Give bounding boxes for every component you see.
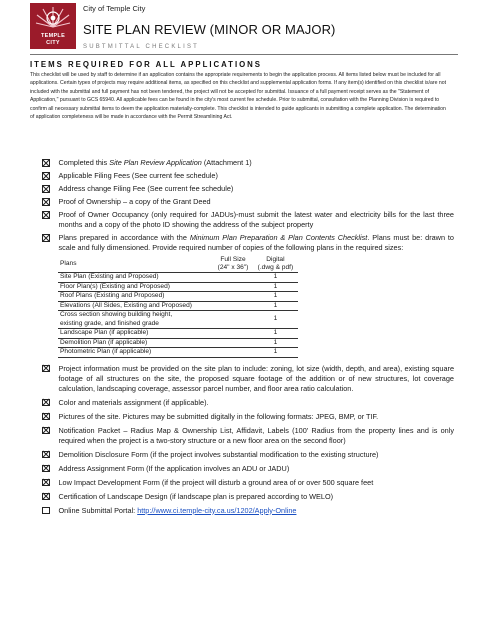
full-size-count	[213, 311, 253, 329]
checklist-item-text: Low Impact Development Form (if the project will disturb a ground area of or over 500 square feet	[58, 477, 374, 487]
plans-table-row	[58, 273, 298, 283]
checklist-item	[42, 158, 454, 168]
checklist-item-text	[59, 506, 455, 516]
plan-name: Floor Plan(s) (Existing and Proposed)	[58, 282, 213, 292]
full-size-count	[213, 301, 253, 311]
plans-table-row	[58, 301, 298, 311]
checklist-item-text: Address Assignment Form (If the application involves an ADU or JADU)	[58, 463, 290, 473]
page-title: SITE PLAN REVIEW (MINOR OR MAJOR)	[83, 22, 336, 37]
checklist-item	[42, 426, 454, 446]
checkbox[interactable]	[42, 399, 50, 407]
checklist-item	[42, 492, 454, 502]
item-text-suffix: . Plans must be: drawn to scale and fully dimensioned. Provide required number of copies of the following plans in the required sizes:	[58, 233, 454, 252]
city-logo	[30, 3, 76, 49]
checklist-item-text: Certification of Landscape Design (if landscape plan is prepared according to WELO)	[58, 491, 334, 501]
digital-count: 1	[253, 329, 298, 339]
checkbox[interactable]	[42, 427, 50, 435]
checklist-item-text: Pictures of the site. Pictures may be submitted digitally in the following formats: JPEG, BMP, or TIF.	[58, 411, 379, 421]
item-text-prefix: Plans prepared in accordance with the	[58, 233, 190, 242]
digital-count: 1	[253, 292, 298, 302]
digital-count: 1	[253, 348, 298, 358]
plans-table	[58, 256, 298, 358]
checkbox[interactable]	[42, 365, 50, 373]
sunburst-icon	[35, 5, 71, 31]
plans-table-row	[58, 292, 298, 302]
checkbox[interactable]	[42, 507, 50, 515]
logo-text-line1: TEMPLE	[40, 33, 66, 39]
plan-name: Site Plan (Existing and Proposed)	[58, 273, 213, 283]
digital-count: 1	[253, 338, 298, 348]
checklist-item-text: Color and materials assignment (if applicable).	[58, 397, 209, 407]
checklist-item	[42, 197, 454, 207]
page-subtitle: SUBTMITTAL CHECKLIST	[83, 44, 200, 50]
column-header: Full Size (24" x 36")	[213, 256, 253, 273]
item-text-emphasis: Site Plan Review Application	[109, 158, 202, 167]
online-portal-link[interactable]: http://www.ci.temple-city.ca.us/1202/Apply-Online	[137, 505, 297, 515]
checklist-item-text: Address change Filing Fee (See current fee schedule)	[58, 184, 234, 193]
item-text-prefix: Online Submittal Portal:	[58, 505, 138, 515]
checklist-item-text: Notification Packet – Radius Map & Ownership List, Affidavit, Labels (100' Radius from the property lines and is only required when the project is a two-story structure or a new floor area on the second floor)	[58, 425, 454, 445]
checkbox[interactable]	[42, 234, 50, 242]
checklist-item-text: Proof of Ownership – a copy of the Grant Deed	[58, 197, 211, 206]
plans-table-row	[58, 329, 298, 339]
checklist-item	[42, 506, 454, 516]
checklist-item-text: Applicable Filing Fees (See current fee schedule)	[58, 171, 218, 180]
checklist-item	[42, 364, 454, 394]
checkbox[interactable]	[42, 465, 50, 473]
full-size-count	[213, 348, 253, 358]
column-header: Digital (.dwg & pdf)	[253, 256, 298, 273]
city-name: City of Temple City	[83, 4, 146, 13]
full-size-count	[213, 329, 253, 339]
checkbox[interactable]	[42, 211, 50, 219]
digital-count: 1	[253, 282, 298, 292]
plans-table-row	[58, 348, 298, 358]
checkbox[interactable]	[42, 493, 50, 501]
checklist-item	[42, 398, 454, 408]
plans-table-row	[58, 282, 298, 292]
checkbox[interactable]	[42, 479, 50, 487]
checklist-item	[42, 450, 454, 460]
item-text-suffix: (Attachment 1)	[201, 158, 252, 167]
checklist-item	[42, 210, 454, 230]
checkbox[interactable]	[42, 159, 50, 167]
digital-count: 1	[253, 311, 298, 329]
plan-name: Cross section showing building height, existing grade, and finished grade	[58, 311, 213, 329]
checkbox[interactable]	[42, 172, 50, 180]
plans-table-header	[58, 256, 298, 273]
checklist-item-text	[59, 158, 455, 168]
checklist-item-text: Project information must be provided on the site plan to include: zoning, lot size (width, depth, and area), existing square footage of all structures on the site, the proposed square footage of the addition or of new structures, lot coverage calculation, landscaping coverage, assessor parcel number, and floor area ratio calculation.	[58, 363, 454, 393]
plan-name: Landscape Plan (if applicable)	[58, 329, 213, 339]
intro-paragraph: This checklist will be used by staff to determine if an application contains the appropriate requirements to begin the application process. All items listed below must be included for all applications. Certain types of projects may require additional items, as specified on this checklist and supplemental application forms. If any item(s) identified on this checklist is/are not included with the submittal and full payment has not been tendered, the project will not be accepted for submittal. Issuance of a full payment receipt serves as the "Statement of Application," pursuant to GCS 65940. All applicable fees can be found in the city's most current fee schedule. Prior to submittal, consultation with the Planning Division is required to confirm all necessary submittal items to deem the application materially-complete. This checklist is intended to guide applicants in submitting a complete application. The determination of application completeness will be made in accordance with the Permit Streamlining Act.	[30, 72, 447, 121]
full-size-count	[213, 273, 253, 283]
plan-name: Roof Plans (Existing and Proposed)	[58, 292, 213, 302]
plan-name: Demolition Plan (if applicable)	[58, 338, 213, 348]
plan-name: Photometric Plan (if applicable)	[58, 348, 213, 358]
checklist-item	[42, 184, 454, 194]
checklist-item	[42, 233, 454, 253]
digital-count: 1	[253, 301, 298, 311]
plans-table-row	[58, 311, 298, 329]
checklist	[42, 158, 454, 516]
checkbox[interactable]	[42, 451, 50, 459]
checklist-item	[42, 478, 454, 488]
digital-count: 1	[253, 273, 298, 283]
item-text-prefix: Completed this	[58, 158, 110, 167]
plan-name: Elevations (All Sides, Existing and Proposed)	[58, 301, 213, 311]
checklist-item	[42, 412, 454, 422]
checkbox[interactable]	[42, 413, 50, 421]
item-text-emphasis: Minimum Plan Preparation & Plan Contents Checklist	[189, 233, 368, 242]
section-heading: ITEMS REQUIRED FOR ALL APPLICATIONS	[30, 60, 263, 69]
full-size-count	[213, 338, 253, 348]
checklist-item-text: Proof of Owner Occupancy (only required for JADUs)-must submit the latest water and electricity bills for the last three months and a copy of the photo ID showing the address of the subject property	[58, 210, 454, 229]
header-divider	[30, 54, 458, 55]
full-size-count	[213, 282, 253, 292]
full-size-count	[213, 292, 253, 302]
checklist-item-text: Demolition Disclosure Form (if the project involves substantial modification to the existing structure)	[58, 449, 379, 459]
checklist-item-text	[59, 233, 455, 253]
checklist-item	[42, 464, 454, 474]
column-header: Plans	[58, 256, 213, 273]
plans-table-row	[58, 338, 298, 348]
checklist-item	[42, 171, 454, 181]
checkbox[interactable]	[42, 185, 50, 193]
checkbox[interactable]	[42, 198, 50, 206]
logo-text-line2: CITY	[46, 40, 60, 46]
